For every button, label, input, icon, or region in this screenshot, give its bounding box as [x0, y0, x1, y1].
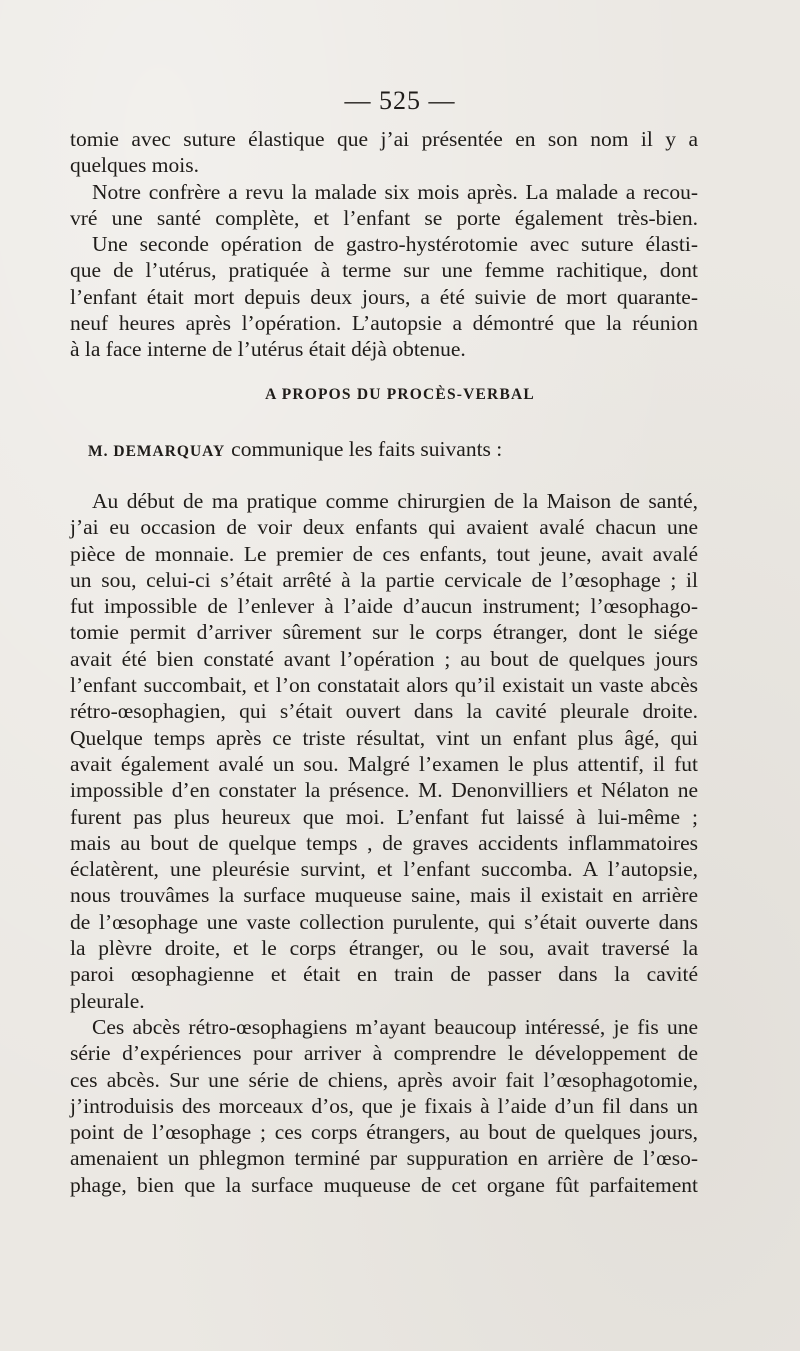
text-line: à la face interne de l’utérus était déjà obtenue. — [70, 337, 466, 362]
text-line: quelques mois. — [70, 153, 199, 178]
paragraph-4 — [70, 488, 698, 1014]
text-line: série d’expériences pour arriver à comprendre le développement de — [70, 1041, 698, 1066]
text-line: pièce de monnaie. Le premier de ces enfants, tout jeune, avait avalé — [70, 541, 698, 566]
text-line: un sou, celui-ci s’était arrêté à la partie cervicale de l’œsophage ; il — [70, 567, 698, 592]
text-line: neuf heures après l’opération. L’autopsie a démontré que la réunion — [70, 311, 698, 336]
text-line: de l’œsophage une vaste collection purulente, qui s’était ouverte dans — [70, 909, 698, 934]
text-line: Une seconde opération de gastro-hystérotomie avec suture élasti- — [92, 232, 698, 257]
text-line: pleurale. — [70, 988, 145, 1013]
text-line: fut impossible de l’enlever à l’aide d’aucun instrument; l’œsophago- — [70, 594, 698, 619]
paragraph-2 — [70, 179, 698, 232]
section-heading: A PROPOS DU PROCÈS-VERBAL — [265, 386, 535, 403]
text-line: impossible d’en constater la présence. M. Denonvilliers et Nélaton ne — [70, 778, 698, 803]
text-line: j’ai eu occasion de voir deux enfants qui avaient avalé chacun une — [70, 515, 698, 540]
speaker-name: M. DEMARQUAY — [88, 443, 226, 460]
text-line: furent pas plus heureux que moi. L’enfant fut laissé à lui-même ; — [70, 804, 698, 829]
paragraph-5 — [70, 1014, 698, 1198]
text-line: Au début de ma pratique comme chirurgien de la Maison de santé, — [92, 489, 698, 513]
text-line: point de l’œsophage ; ces corps étrangers, au bout de quelques jours, — [70, 1120, 698, 1145]
paragraph-1 — [70, 126, 698, 179]
text-line: amenaient un phlegmon terminé par suppuration en arrière de l’œso- — [70, 1146, 698, 1171]
text-line: que de l’utérus, pratiquée à terme sur une femme rachitique, dont — [70, 258, 698, 283]
text-line: mais au bout de quelque temps , de graves accidents inflammatoires — [70, 830, 698, 855]
text-line: phage, bien que la surface muqueuse de cet organe fût parfaitement — [70, 1172, 698, 1197]
text-line: tomie permit d’arriver sûrement sur le corps étranger, dont le siége — [70, 620, 698, 645]
text-line: l’enfant succombait, et l’on constatait alors qu’il existait un vaste abcès — [70, 673, 698, 698]
paragraph-3 — [70, 231, 698, 362]
page-number: — 525 — — [344, 86, 456, 115]
text-line: ces abcès. Sur une série de chiens, après avoir fait l’œsophagotomie, — [70, 1067, 698, 1092]
text-line: avait également avalé un sou. Malgré l’examen le plus attentif, il fut — [70, 751, 698, 776]
text-line: paroi œsophagienne et était en train de passer dans la cavité — [70, 962, 698, 987]
text-line: l’enfant était mort depuis deux jours, a été suivie de mort quarante- — [70, 284, 698, 309]
text-line: éclatèrent, une pleurésie survint, et l’enfant succomba. A l’autopsie, — [70, 857, 698, 882]
text-line: vré une santé complète, et l’enfant se porte également très-bien. — [70, 205, 698, 230]
text-line: j’introduisis des morceaux d’os, que je fixais à l’aide d’un fil dans un — [70, 1093, 698, 1118]
text-line: rétro-œsophagien, qui s’était ouvert dans la cavité pleurale droite. — [70, 699, 698, 724]
text-line: avait été bien constaté avant l’opération ; au bout de quelques jours — [70, 646, 698, 671]
text-line: Quelque temps après ce triste résultat, vint un enfant plus âgé, qui — [70, 725, 698, 750]
speaker-intro — [88, 436, 502, 465]
text-line: tomie avec suture élastique que j’ai présentée en son nom il y a — [70, 127, 698, 151]
text-line: nous trouvâmes la surface muqueuse saine, mais il existait en arrière — [70, 883, 698, 908]
text-line: Ces abcès rétro-œsophagiens m’ayant beaucoup intéressé, je fis une — [92, 1015, 698, 1039]
text-line: Notre confrère a revu la malade six mois après. La malade a recou- — [92, 179, 698, 204]
text-line: la plèvre droite, et le corps étranger, ou le sou, avait traversé la — [70, 936, 698, 961]
speaker-text: communique les faits suivants : — [231, 437, 503, 461]
